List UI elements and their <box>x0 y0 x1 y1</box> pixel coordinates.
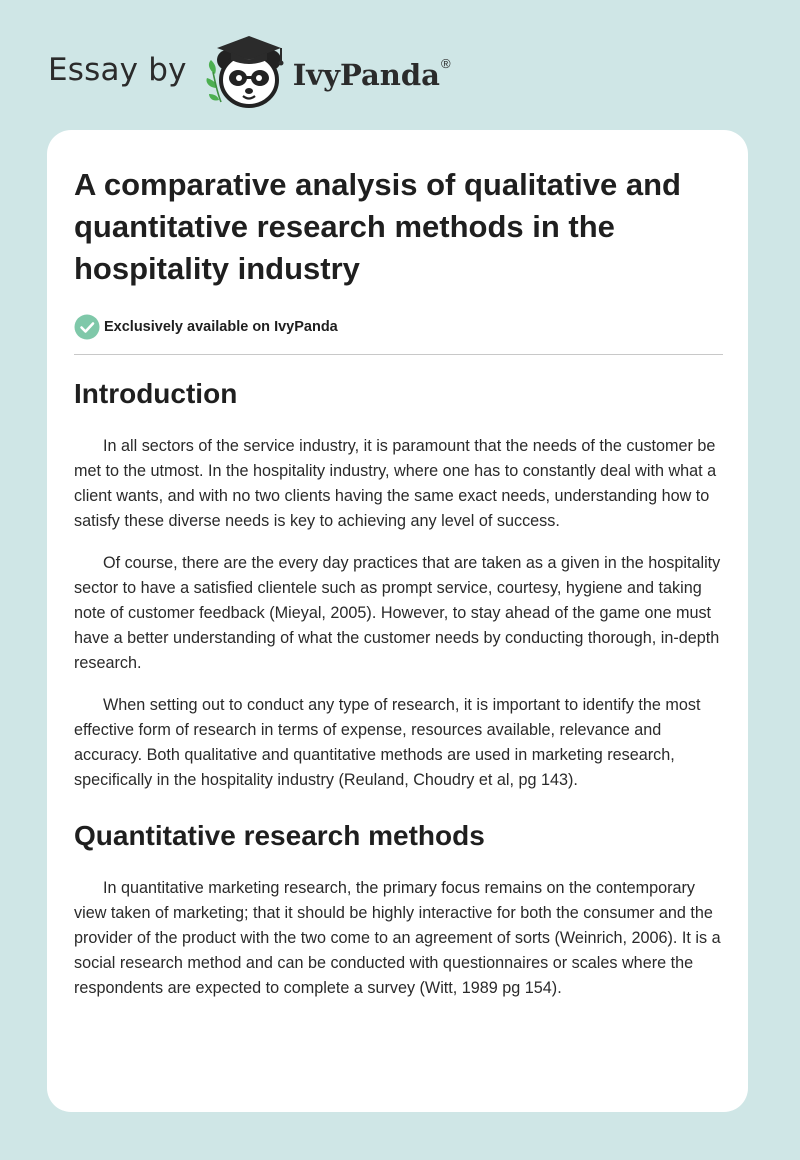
divider <box>74 354 723 355</box>
section-heading-introduction: Introduction <box>74 378 238 409</box>
essay-card <box>47 130 748 1112</box>
paragraph: Of course, there are the every day practices that are taken as a given in the hospitality sector to have a satisfied clientele such as prompt service, courtesy, hygiene and taking note of customer feedback (Mieyal, 2005). However, to stay ahead of the game one must have a better understanding of what the customer needs by conducting thorough, in-depth research. <box>74 554 721 672</box>
ivypanda-wordmark[interactable] <box>293 58 451 92</box>
paragraph: In all sectors of the service industry, it is paramount that the needs of the customer be met to the utmost. In the hospitality industry, where one has to constantly deal with what a client wants, and with no two clients having the same exact needs, understanding how to satisfy these diverse needs is key to achieving any level of success. <box>74 437 717 530</box>
section-heading-quantitative-research-methods: Quantitative research methods <box>74 820 485 851</box>
essay-by-label: Essay by <box>48 52 187 88</box>
exclusive-badge <box>74 314 723 340</box>
check-circle-icon <box>74 314 100 340</box>
paragraph: When setting out to conduct any type of research, it is important to identify the most effective form of research in terms of expense, resources available, relevance and accuracy. Both qualitative and quantitative methods are used in marketing research, specifically in the hospitality industry (Reuland, Choudry et al, pg 143). <box>74 696 701 789</box>
panda-graduation-cap-icon[interactable] <box>201 30 293 114</box>
paragraph: In quantitative marketing research, the primary focus remains on the contemporary view taken of marketing; that it should be highly interactive for both the consumer and the provider of the product with the two come to an agreement of sorts (Weinrich, 2006). It is a social research method and can be conducted with questionnaires or scales where the respondents are expected to complete a survey (Witt, 1989 pg 154). <box>74 879 721 997</box>
essay-title: A comparative analysis of qualitative and quantitative research methods in the hospitality industry <box>74 167 681 286</box>
site-header <box>48 30 451 114</box>
brand-name-text: IvyPanda <box>292 58 440 92</box>
essay-content <box>74 164 723 1001</box>
registered-mark: ® <box>440 56 451 71</box>
exclusive-badge-text: Exclusively available on IvyPanda <box>104 319 338 335</box>
